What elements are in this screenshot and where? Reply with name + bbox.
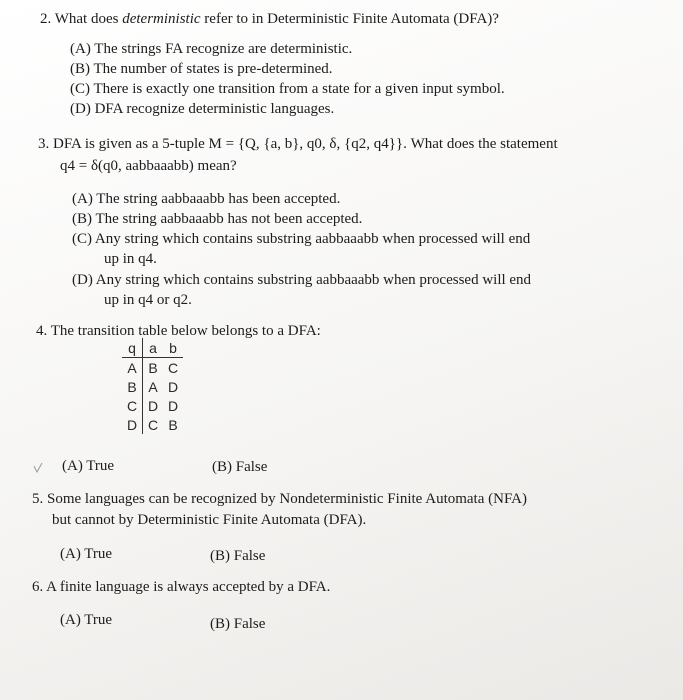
table-header-a: a (143, 338, 164, 358)
q6-option-a: (A) True (60, 612, 113, 628)
q3-stem-line2: q4 = δ(q0, aabbaaabb) mean? (60, 158, 237, 174)
table-cell: B (168, 416, 178, 433)
q3-option-d-cont: up in q4 or q2. (104, 292, 192, 308)
q5-option-a: (A) True (60, 546, 113, 562)
table-cell: C (122, 396, 143, 415)
table-header-row (122, 338, 183, 358)
table-row (122, 415, 183, 434)
q3-option-c: (C) Any string which contains substring aabbaaabb when processed will end (72, 231, 531, 247)
transition-table (122, 338, 183, 434)
table-row (122, 377, 183, 396)
q2-option-b: (B) The number of states is pre-determined. (70, 61, 333, 77)
table-cell: A (122, 358, 143, 378)
table-cell: C (147, 416, 159, 433)
q4-stem: 4. The transition table below belongs to a DFA: (36, 323, 321, 339)
q2-option-a: (A) The strings FA recognize are deterministic. (70, 41, 353, 57)
table-row (122, 396, 183, 415)
table-cell: C (167, 359, 179, 376)
table-cell: A (148, 378, 158, 395)
table-cell: D (122, 415, 143, 434)
q3-stem-line1: 3. DFA is given as a 5-tuple M = {Q, {a, b}, q0, δ, {q2, q4}}. What does the statement (38, 136, 558, 152)
table-row (122, 358, 183, 378)
table-header-q: q (122, 338, 143, 358)
q3-option-a: (A) The string aabbaaabb has been accepted. (72, 191, 341, 207)
table-cell: D (167, 378, 179, 395)
q2-stem: 2. What does deterministic refer to in Deterministic Finite Automata (DFA)? (40, 11, 499, 27)
q3-option-b: (B) The string aabbaaabb has not been accepted. (72, 211, 363, 227)
q5-stem-line2: but cannot by Deterministic Finite Automata (DFA). (52, 512, 367, 528)
table-header-b: b (163, 338, 183, 358)
q3-option-c-cont: up in q4. (104, 251, 157, 267)
pencil-tick-mark (33, 462, 43, 474)
q2-option-d: (D) DFA recognize deterministic languages. (70, 101, 335, 117)
q5-stem-line1: 5. Some languages can be recognized by Nondeterministic Finite Automata (NFA) (32, 491, 528, 507)
table-cell: B (122, 377, 143, 396)
q6-stem: 6. A finite language is always accepted by a DFA. (32, 579, 331, 595)
table-cell: B (148, 359, 158, 376)
table-cell: D (167, 397, 179, 414)
table-cell: D (147, 397, 159, 414)
q4-option-a: (A) True (62, 458, 115, 474)
q2-option-c: (C) There is exactly one transition from a state for a given input symbol. (70, 81, 505, 97)
q4-option-b: (B) False (212, 459, 268, 475)
q6-option-b: (B) False (210, 616, 266, 632)
q5-option-b: (B) False (210, 548, 266, 564)
q3-option-d: (D) Any string which contains substring aabbaaabb when processed will end (72, 272, 532, 288)
